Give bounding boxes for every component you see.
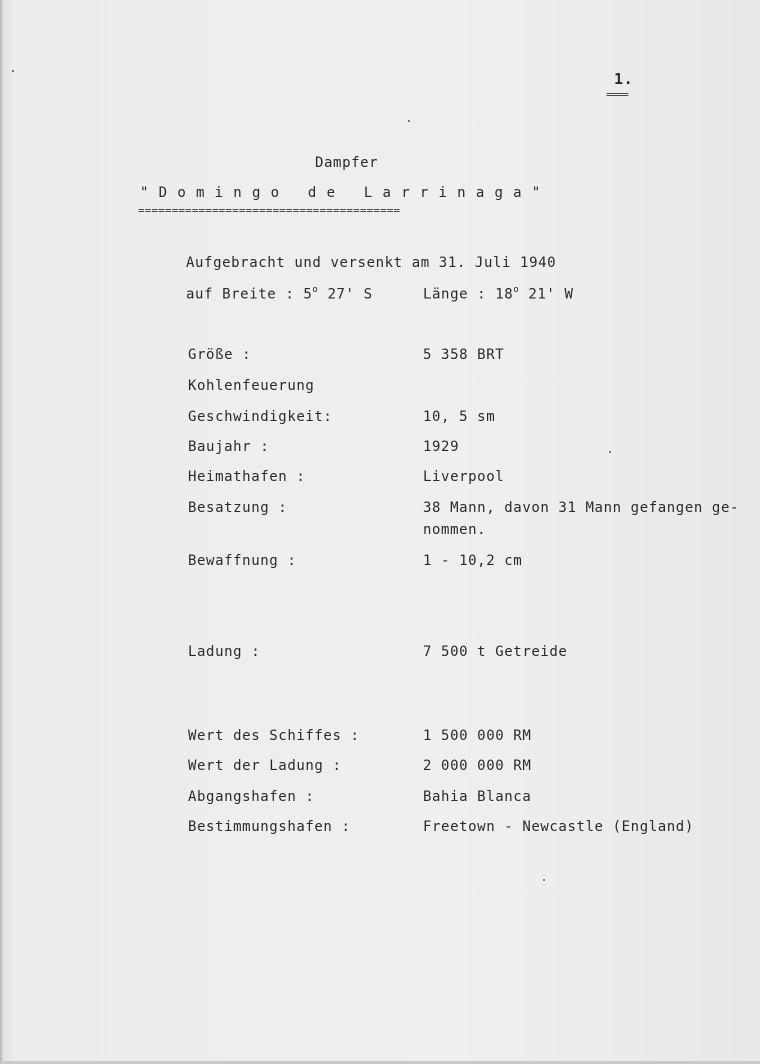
cargo-worth-value: 2 000 000 RM xyxy=(423,758,532,774)
destination-port-value: Freetown - Newcastle (England) xyxy=(423,819,694,835)
scan-speck xyxy=(543,879,545,881)
page-number-rule: ==== xyxy=(606,88,628,101)
ship-value-label: Wert des Schiffes : xyxy=(188,728,360,744)
detail-value-armament: 1 - 10,2 cm xyxy=(423,553,523,569)
detail-label-armament: Bewaffnung : xyxy=(188,553,297,569)
vessel-name-rule: ======================================= xyxy=(138,204,401,217)
detail-value-year: 1929 xyxy=(423,439,460,455)
vessel-type: Dampfer xyxy=(315,155,379,171)
page-left-edge xyxy=(0,0,2,1064)
scan-speck xyxy=(408,120,410,122)
detail-label-homeport: Heimathafen : xyxy=(188,469,306,485)
detail-value-speed: 10, 5 sm xyxy=(423,409,496,425)
destination-port-label: Bestimmungshafen : xyxy=(188,819,351,835)
detail-value-crew-cont: nommen. xyxy=(423,522,487,538)
position-latitude: auf Breite : 5$^o$ 27' S xyxy=(186,285,373,303)
detail-label-size: Größe : xyxy=(188,347,252,363)
ship-value: 1 500 000 RM xyxy=(423,728,532,744)
detail-value-crew: 38 Mann, davon 31 Mann gefangen ge- xyxy=(423,500,740,516)
vessel-name: " D o m i n g o d e L a r r i n a g a " xyxy=(140,185,542,201)
page-number: 1. xyxy=(614,70,634,88)
detail-value-homeport: Liverpool xyxy=(423,469,505,485)
departure-port-value: Bahia Blanca xyxy=(423,789,532,805)
position-longitude: Länge : 18$^o$ 21' W xyxy=(423,285,574,303)
detail-label-crew: Besatzung : xyxy=(188,500,288,516)
cargo-value-label: Wert der Ladung : xyxy=(188,758,342,774)
scan-speck xyxy=(12,70,14,72)
detail-value-size: 5 358 BRT xyxy=(423,347,505,363)
cargo-value: 7 500 t Getreide xyxy=(423,644,568,660)
cargo-label: Ladung : xyxy=(188,644,261,660)
capture-line: Aufgebracht und versenkt am 31. Juli 1940 xyxy=(186,255,557,271)
departure-port-label: Abgangshafen : xyxy=(188,789,315,805)
detail-label-fuel: Kohlenfeuerung xyxy=(188,378,315,394)
scan-speck xyxy=(609,451,611,453)
detail-label-speed: Geschwindigkeit: xyxy=(188,409,333,425)
detail-label-year: Baujahr : xyxy=(188,439,270,455)
